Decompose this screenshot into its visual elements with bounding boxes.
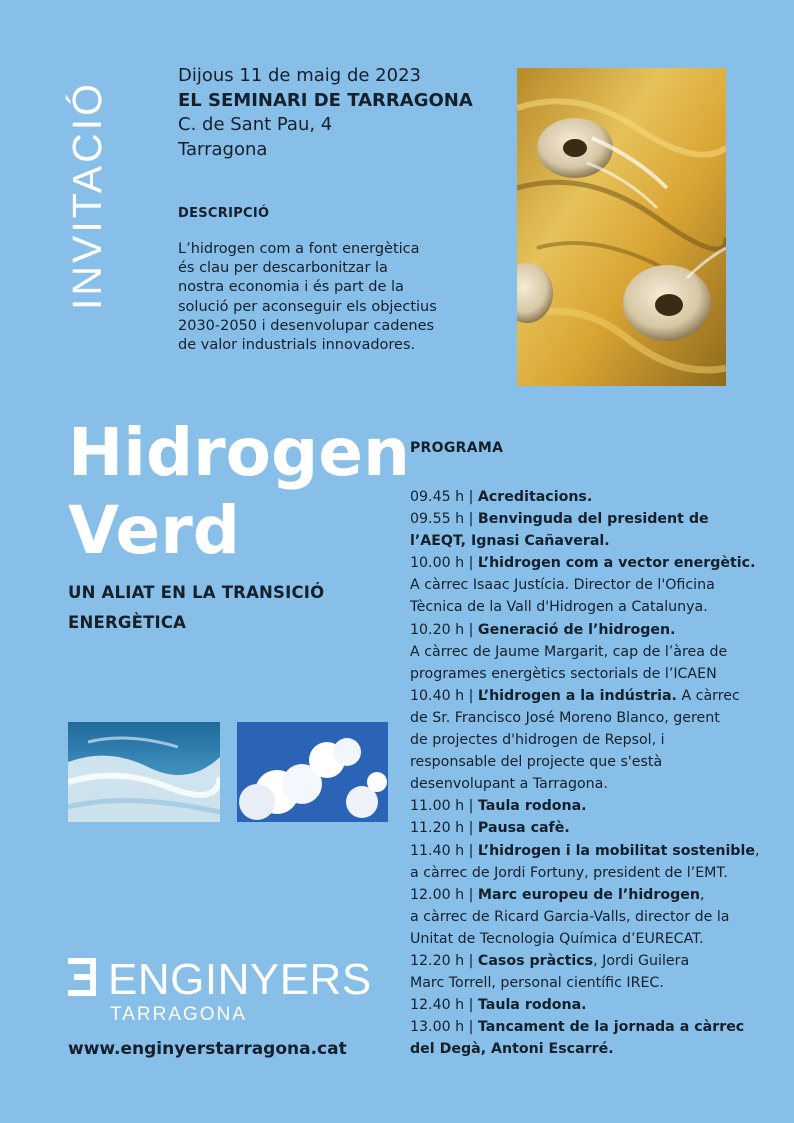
program-line: [410, 840, 760, 862]
enginyers-logo-icon: [68, 958, 98, 996]
program-line: [410, 1016, 750, 1038]
program-line: [410, 596, 750, 618]
program-line: [410, 906, 750, 928]
sea-waves-image: [68, 722, 220, 822]
description-heading: DESCRIPCIÓ: [178, 206, 270, 221]
program-line-text: a càrrec de Ricard Garcia-Valls, director de la: [410, 908, 730, 925]
program-line: [410, 486, 750, 508]
event-city: Tarragona: [178, 138, 268, 160]
event-address: C. de Sant Pau, 4: [178, 114, 333, 135]
program-line: [410, 508, 750, 530]
program-line-bold: del Degà, Antoni Escarré.: [410, 1041, 614, 1058]
program-line: [410, 817, 750, 839]
program-line: [410, 729, 750, 751]
program-line-bold: Acreditacions.: [477, 489, 593, 505]
program-line: [410, 530, 750, 552]
program-line: [410, 972, 750, 994]
program-line: [410, 707, 750, 729]
program-line: [410, 685, 750, 707]
program-line-text: A càrrec de Jaume Margarit, cap de l’àrea de: [410, 643, 728, 660]
program-line-bold: L’hidrogen i la mobilitat sostenible: [477, 842, 755, 859]
program-line-bold: L’hidrogen a la indústria.: [477, 687, 677, 704]
program-line-text: 10.40 h |: [410, 687, 478, 704]
program-line-text: 13.00 h |: [410, 1019, 478, 1036]
program-line-text: 09.45 h |: [410, 489, 478, 505]
program-line: [410, 773, 750, 795]
program-line-text: 11.40 h |: [410, 842, 478, 859]
event-date: Dijous 11 de maig de 2023: [178, 65, 421, 86]
hydrogen-fuel-cell-image: [517, 68, 726, 386]
program-line-text: de projectes d'hidrogen de Repsol, i: [410, 732, 665, 749]
program-line-bold: Benvinguda del president de: [477, 511, 709, 528]
subtitle: UN ALIAT EN LA TRANSICIÓ ENERGÈTICA: [68, 583, 325, 632]
program-line-text: Unitat de Tecnologia Química d’EURECAT.: [410, 930, 704, 947]
program-line-text: 10.20 h |: [410, 621, 478, 638]
invitation-label: INVITACIÓ: [64, 81, 110, 310]
program-line: [410, 751, 750, 773]
program-line: [410, 884, 750, 906]
program-line: [410, 1038, 750, 1060]
program-line: [410, 619, 750, 641]
program-line: [410, 862, 750, 884]
program-line-text: Marc Torrell, personal científic IREC.: [410, 975, 664, 992]
program-line-rest: ,: [699, 886, 705, 903]
logo-name: ENGINYERS: [108, 955, 372, 1004]
title-line-2: Verd: [68, 492, 241, 569]
program-line-text: 09.55 h |: [410, 511, 478, 528]
program-line-text: 12.40 h |: [410, 997, 478, 1014]
program-line: [410, 663, 750, 685]
program-line-text: responsable del projecte que s'està: [410, 754, 663, 771]
program-line: [410, 641, 750, 663]
program-line-text: a càrrec de Jordi Fortuny, president de l’EMT.: [410, 864, 728, 881]
description-text: L’hidrogen com a font energètica és clau per descarbonitzar la nostra economia i és part de la solució per aconseguir els objectius 2030-2050 i desenvolupar cadenes de valor industrials innovadores.: [178, 241, 437, 354]
program-line-bold: Generació de l’hidrogen.: [477, 621, 676, 638]
program-line: [410, 552, 756, 574]
program-line: [410, 795, 750, 817]
logo-subtitle: TARRAGONA: [110, 1004, 247, 1025]
program-line-rest: ,: [754, 842, 760, 859]
program-line-text: 12.00 h |: [410, 886, 478, 903]
program-line-text: 11.00 h |: [410, 798, 478, 815]
event-details: [178, 64, 473, 162]
program-line: [410, 574, 750, 596]
main-title: [68, 414, 410, 570]
program-line-text: programes energètics sectorials de l’ICAEN: [410, 665, 717, 682]
event-venue: EL SEMINARI DE TARRAGONA: [178, 89, 473, 111]
title-line-1: Hidrogen: [68, 414, 410, 491]
program-line-rest: , Jordi Guilera: [593, 952, 690, 969]
program-line-bold: Taula rodona.: [477, 798, 587, 815]
program-line-bold: Pausa cafè.: [477, 820, 570, 837]
program-line-text: A càrrec Isaac Justícia. Director de l'Oficina: [410, 577, 715, 594]
program-list: [410, 486, 760, 1060]
program-line-bold: Taula rodona.: [477, 997, 587, 1014]
program-line-text: de Sr. Francisco José Moreno Blanco, gerent: [410, 709, 720, 726]
program-line-bold: l’AEQT, Ignasi Cañaveral.: [410, 533, 610, 550]
cloudy-sky-image: [237, 722, 388, 822]
program-line-text: 10.00 h |: [410, 555, 478, 572]
program-line-text: Tècnica de la Vall d'Hidrogen a Catalunya.: [410, 599, 708, 616]
program-line-rest: A càrrec: [676, 687, 740, 704]
program-line-text: 11.20 h |: [410, 820, 478, 837]
program-line-bold: Tancament de la jornada a càrrec: [477, 1019, 745, 1036]
program-line-bold: L’hidrogen com a vector energètic.: [477, 555, 756, 572]
program-line: [410, 928, 750, 950]
program-line: [410, 950, 750, 972]
program-line-bold: Casos pràctics: [477, 952, 594, 969]
program-line-text: desenvolupant a Tarragona.: [410, 776, 608, 793]
program-line-bold: Marc europeu de l’hidrogen: [477, 886, 700, 903]
program-line-text: 12.20 h |: [410, 952, 478, 969]
program-line: [410, 994, 750, 1016]
program-heading: PROGRAMA: [410, 440, 504, 456]
website-link[interactable]: www.enginyerstarragona.cat: [68, 1039, 347, 1059]
